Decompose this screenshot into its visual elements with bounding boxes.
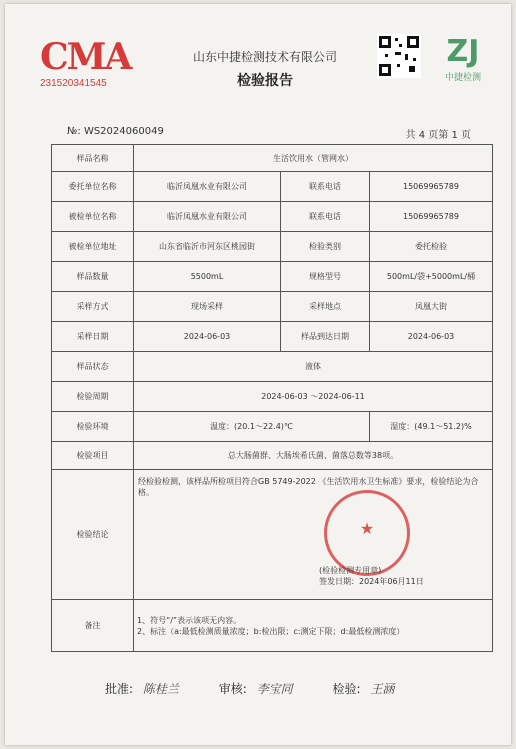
label-arrival: 样品到达日期 bbox=[281, 322, 370, 352]
row-address bbox=[52, 232, 493, 262]
label-env: 检验环境 bbox=[52, 412, 134, 442]
brand-name: 中捷检测 bbox=[444, 73, 481, 83]
value-inspected: 临沂凤凰水业有限公司 bbox=[134, 202, 281, 232]
label-remarks: 备注 bbox=[52, 600, 134, 652]
label-conclusion: 检验结论 bbox=[52, 470, 134, 600]
row-client bbox=[52, 172, 493, 202]
remark-1: 1、符号“/”表示该项无内容。 bbox=[137, 615, 242, 625]
row-items bbox=[52, 442, 493, 470]
page-count: 共 4 页第 1 页 bbox=[405, 130, 471, 141]
label-category: 检验类别 bbox=[281, 232, 370, 262]
review-signature: 李宝同 bbox=[256, 682, 293, 696]
label-state: 样品状态 bbox=[52, 352, 134, 382]
inspect-label: 检验: bbox=[332, 682, 361, 696]
cma-logo: CMA bbox=[40, 36, 131, 78]
remark-2: 2、标注（a:最低检测质量浓度；b:检出限；c:测定下限；d:最低检测浓度） bbox=[137, 626, 405, 636]
value-client: 临沂凤凰水业有限公司 bbox=[134, 172, 281, 202]
row-inspected bbox=[52, 202, 493, 232]
label-inspected: 被检单位名称 bbox=[52, 202, 134, 232]
approve-label: 批准: bbox=[105, 682, 134, 696]
value-spec: 500mL/袋+5000mL/桶 bbox=[370, 262, 493, 292]
cma-mark bbox=[40, 36, 131, 89]
conclusion-cell bbox=[134, 470, 493, 600]
qr-code-icon bbox=[377, 34, 421, 78]
row-quantity bbox=[52, 262, 493, 292]
label-client-phone: 联系电话 bbox=[281, 172, 370, 202]
value-conclusion: 经检验检测，该样品所检项目符合GB 5749-2022 《生活饮用水卫生标准》要求，检验结论为合格。 bbox=[138, 477, 479, 497]
value-method: 现场采样 bbox=[134, 292, 281, 322]
official-seal bbox=[324, 490, 410, 576]
report-number: №: WS2024060049 bbox=[67, 126, 164, 137]
value-sample-date: 2024-06-03 bbox=[134, 322, 281, 352]
seal-star-icon: ★ bbox=[359, 519, 375, 538]
row-sample-date bbox=[52, 322, 493, 352]
value-category: 委托检验 bbox=[370, 232, 493, 262]
label-client: 委托单位名称 bbox=[52, 172, 134, 202]
value-client-phone: 15069965789 bbox=[370, 172, 493, 202]
report-table bbox=[51, 144, 493, 652]
row-sample-name bbox=[52, 145, 493, 172]
review-label: 审核: bbox=[218, 682, 247, 696]
signature-line bbox=[105, 680, 400, 697]
brand-logo bbox=[433, 34, 493, 83]
value-env-temp: 温度：(20.1～22.4)℃ bbox=[134, 412, 370, 442]
label-spec: 规格型号 bbox=[281, 262, 370, 292]
zj-logo-mark: ZJ bbox=[446, 34, 480, 69]
value-items: 总大肠菌群、大肠埃希氏菌、菌落总数等38项。 bbox=[134, 442, 493, 470]
label-address: 被检单位地址 bbox=[52, 232, 134, 262]
value-env-humidity: 湿度：(49.1～51.2)% bbox=[370, 412, 493, 442]
inspect-signature: 王涵 bbox=[370, 682, 395, 696]
remarks-cell bbox=[134, 600, 493, 652]
value-quantity: 5500mL bbox=[134, 262, 281, 292]
approve-signature: 陈桂兰 bbox=[142, 682, 179, 696]
label-items: 检验项目 bbox=[52, 442, 134, 470]
cma-number: 231520341545 bbox=[40, 78, 107, 89]
label-sample-name: 样品名称 bbox=[52, 145, 134, 172]
report-page bbox=[5, 4, 511, 745]
label-quantity: 样品数量 bbox=[52, 262, 134, 292]
value-state: 液体 bbox=[134, 352, 493, 382]
value-address: 山东省临沂市河东区桃园街 bbox=[134, 232, 281, 262]
label-period: 检验周期 bbox=[52, 382, 134, 412]
value-sample-name: 生活饮用水（管网水） bbox=[134, 145, 493, 172]
label-sample-date: 采样日期 bbox=[52, 322, 134, 352]
row-remarks bbox=[52, 600, 493, 652]
row-sampling-method bbox=[52, 292, 493, 322]
row-state bbox=[52, 352, 493, 382]
row-conclusion bbox=[52, 470, 493, 600]
issue-date: 签发日期：2024年06月11日 bbox=[319, 577, 424, 586]
value-period: 2024-06-03 ～2024-06-11 bbox=[134, 382, 493, 412]
label-inspected-phone: 联系电话 bbox=[281, 202, 370, 232]
value-arrival: 2024-06-03 bbox=[370, 322, 493, 352]
seal-label: (检验检测专用章) bbox=[319, 566, 382, 575]
label-location: 采样地点 bbox=[281, 292, 370, 322]
row-period bbox=[52, 382, 493, 412]
value-location: 凤凰大街 bbox=[370, 292, 493, 322]
value-inspected-phone: 15069965789 bbox=[370, 202, 493, 232]
report-title: 检验报告 bbox=[237, 73, 293, 89]
company-name: 山东中捷检测技术有限公司 bbox=[192, 50, 337, 64]
seal-caption bbox=[319, 565, 424, 587]
row-environment bbox=[52, 412, 493, 442]
label-method: 采样方式 bbox=[52, 292, 134, 322]
